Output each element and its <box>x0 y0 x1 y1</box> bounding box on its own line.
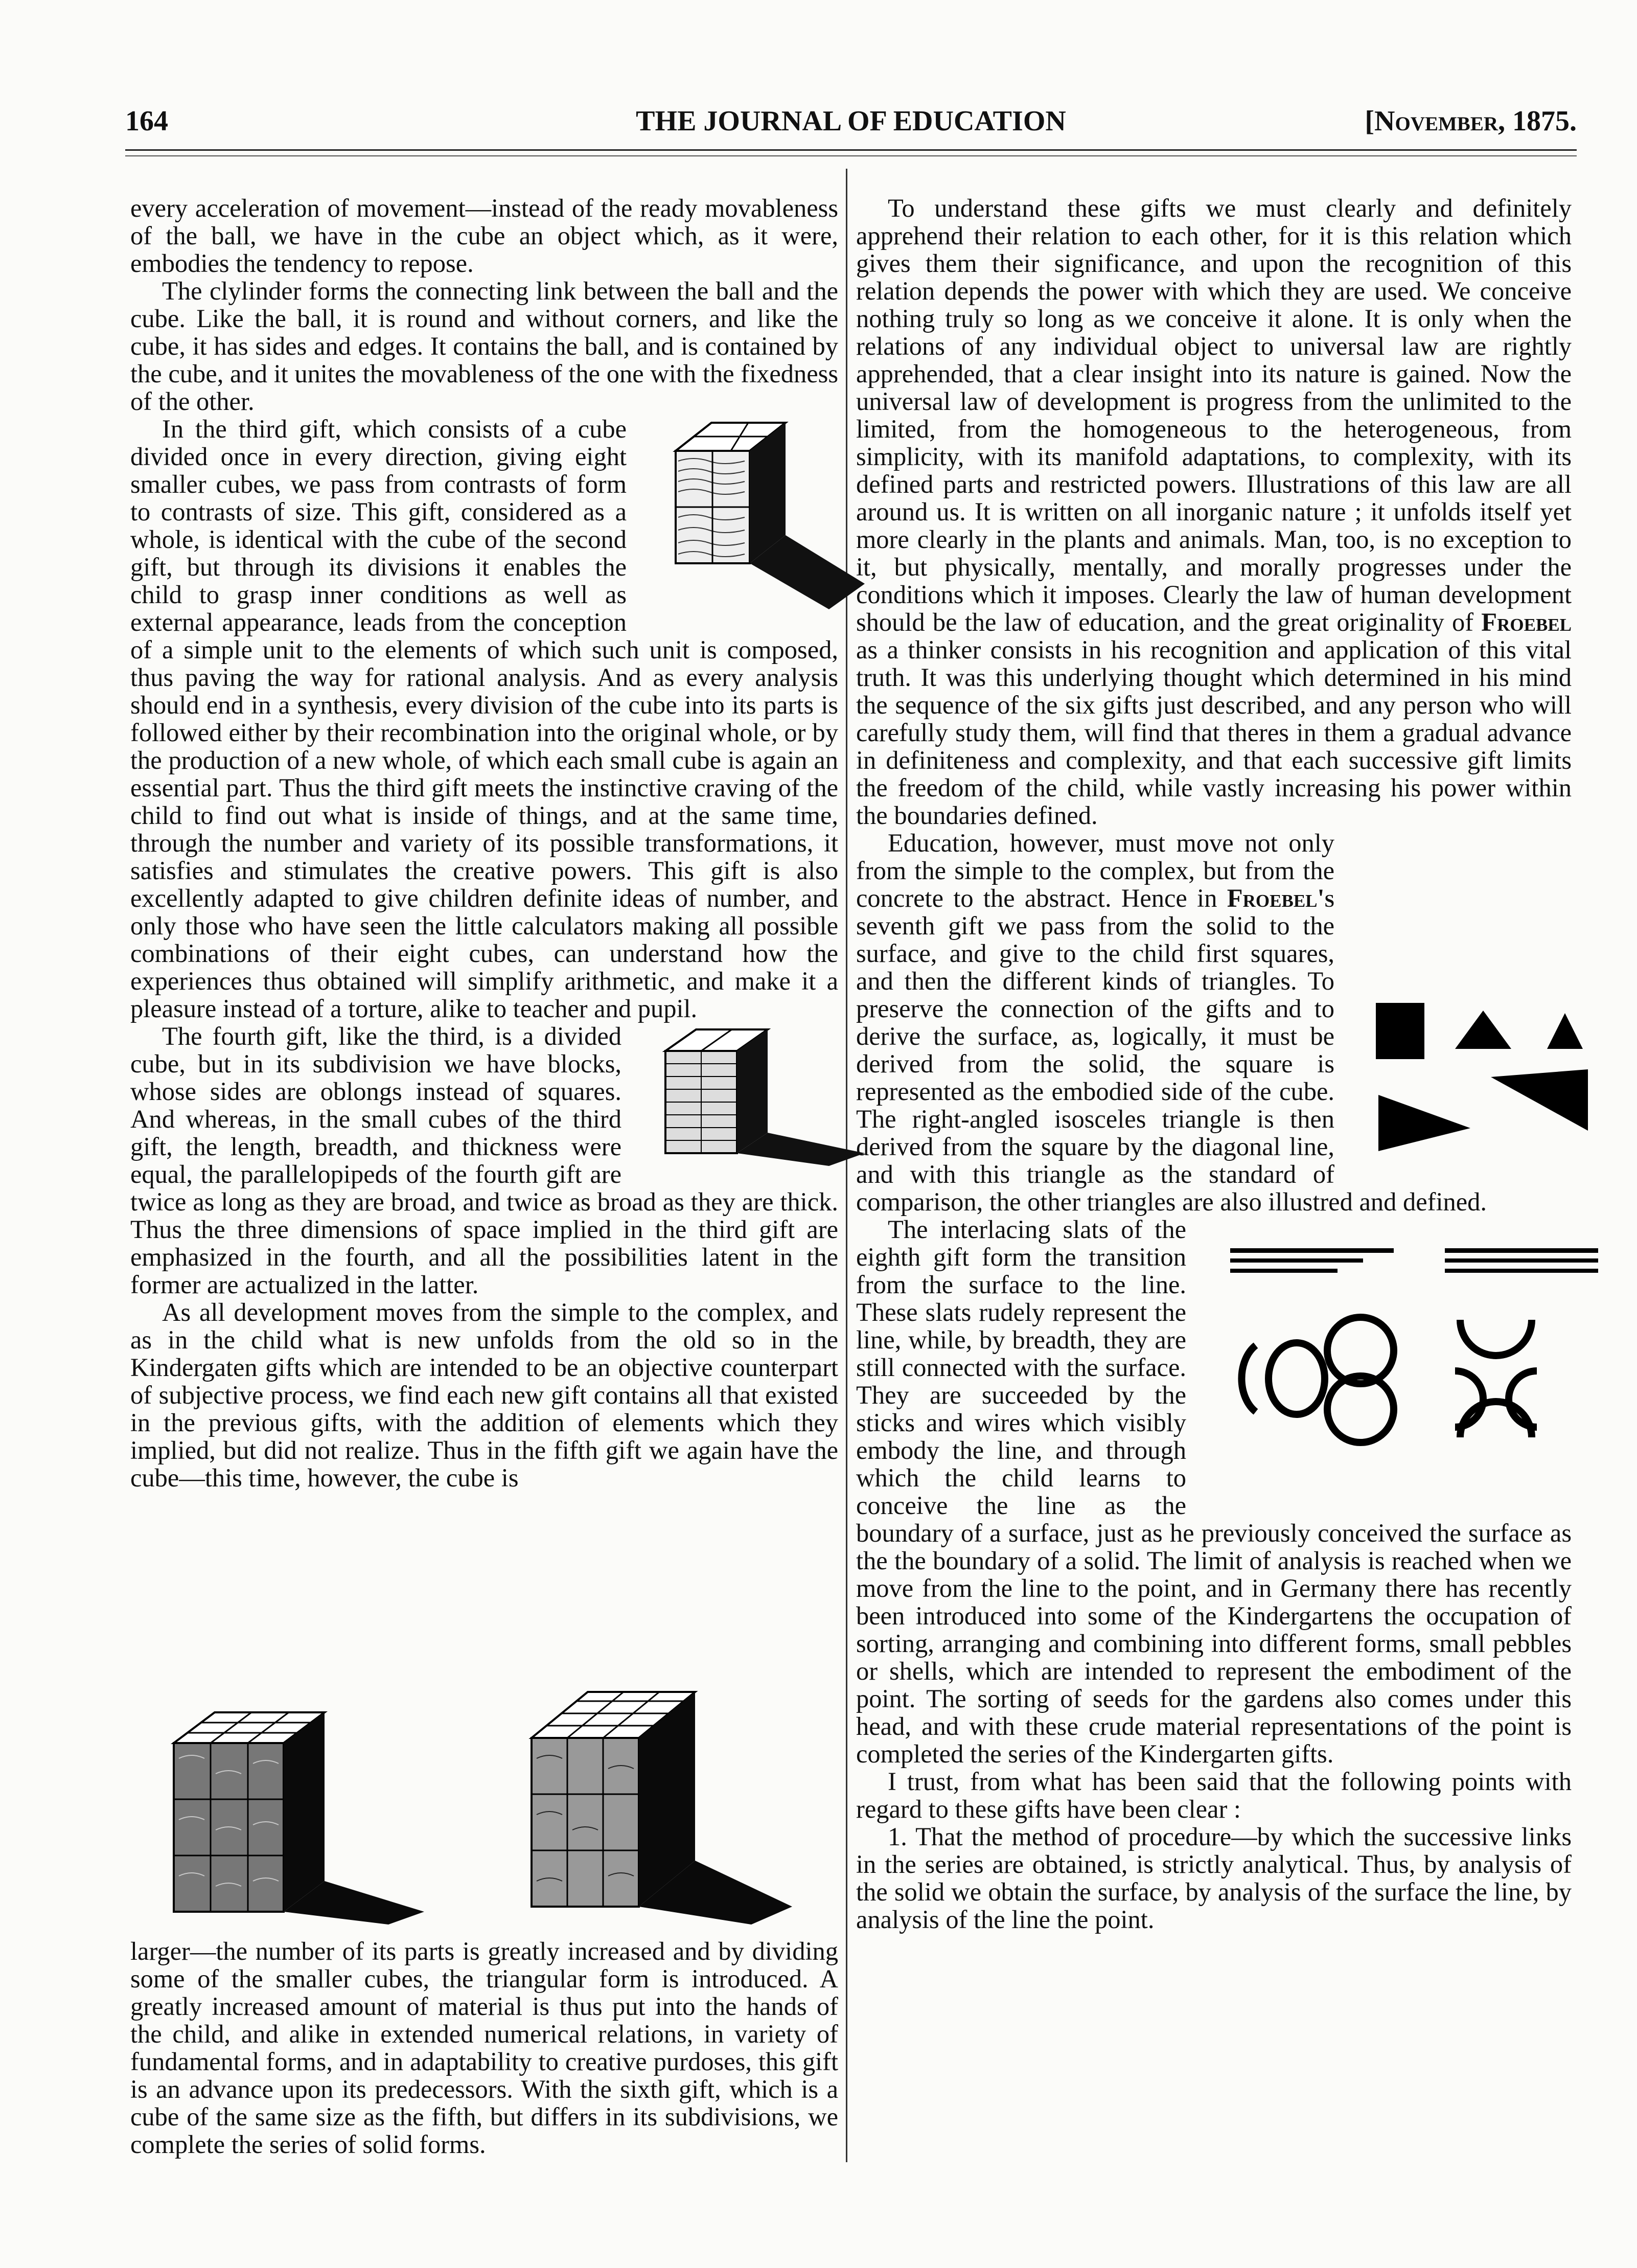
paragraph: The fourth gift, like the third, is a divided cube, but in its subdivision we have blocks, whose sides are oblongs instead of squares. And whereas, in the small cubes of the third gift, the length, breadth, and thickness were equal, the parallelopipeds of the fourth gift are twice as long as they are broad, and twice as broad as they are thick. Thus the three dimensions of space implied in the third gift are emphasized in the fourth, and all the possibilities latent in the former are actualized in the latter. <box>130 1022 838 1299</box>
paragraph: larger—the number of its parts is greatly increased and by dividing some of the smaller cubes, the triangular form is introduced. A greatly increased amount of material is thus put into the hands of the child, and alike in extended numerical relations, in variety of fundamental forms, and in adaptability to creative purdoses, this gift is an advance upon its predecessors. With the sixth gift, which is a cube of the same size as the fifth, but differs in its subdivisions, we complete the series of solid forms. <box>130 1937 838 2159</box>
slats-rings-icon <box>1225 1243 1603 1494</box>
issue-date: [November, 1875. <box>1365 105 1577 137</box>
seventh-gift-figure <box>1342 998 1572 1161</box>
square-shape <box>1376 1003 1424 1059</box>
left-column <box>130 194 838 1492</box>
paragraph: 1. That the method of procedure—by which the successive links in the series are obtained, is strictly analytical. Thus, by analysis of the solid we obtain the surface, by analysis of the surface the line, by analysis of the line the point. <box>856 1822 1572 1934</box>
paragraph: I trust, from what has been said that the following points with regard to these gifts have been clear : <box>856 1767 1572 1823</box>
paragraph <box>856 194 1572 829</box>
right-column <box>856 194 1572 1933</box>
paragraph: In the third gift, which consists of a cube divided once in every direction, giving eight smaller cubes, we pass from contrasts of form to contrasts of size. This gift, considered as a whole, is identical with the cube of the second gift, but through its divisions it enables the child to grasp inner conditions as well as external appearance, leads from the conception of a simple unit to the elements of which such unit is composed, thus paving the way for rational analysis. And as every analysis should end in a synthesis, every division of the cube into its parts is followed either by their recombination into the original whole, or by the production of a new whole, of which each small cube is again an essential part. Thus the third gift meets the instinctive craving of the child to find out what is inside of things, and at the same time, through the number and variety of its possible transformations, it satisfies and stimulates the creative powers. This gift is also excellently adapted to give children definite ideas of number, and only those who have seen the little calculators making all possible combinations of their eight cubes, can understand how the experiences thus obtained will simplify arithmetic, and make it a pleasure instead of a torture, alike to teacher and pupil. <box>130 415 838 1023</box>
paragraph <box>856 829 1572 1216</box>
equilateral-triangle-shape <box>1547 1013 1583 1049</box>
left-column-bottom <box>130 1937 838 2158</box>
paragraph-text: The interlacing slats of the eighth gift form the transition from the surface to the line. These slats rudely represent the line, while, by breadth, they are still connected with the surface. They are succeeded by the sticks and wires which visibly embody the line, and through which the child learns to conceive the line as the boundary of a surface, just as he previously conceived the surface as the the boundary of a solid. The limit of analysis is reached when we move from the line to the point, and in Germany there has recently been introduced into some of the Kindergartens the occupation of sorting, arranging and combining into different forms, small pebbles or shells, which are intended to represent the embodiment of the point. The sorting of seeds for the gardens also comes under this head, and with these crude material representations of the point is completed the series of the Kindergarten gifts. <box>856 1215 1572 1768</box>
sixth-gift-cube-icon <box>526 1687 813 1927</box>
paragraph-text: as a thinker consists in his recognition and application of this vital truth. It was this underlying thought which determined in his mind the sequence of the six gifts just described, and any person who will carefully study them, will find that theres in them a gradual advance in definiteness and complexity, and that each successive gift limits the freedom of the child, while vastly increasing his power within the boundaries defined. <box>856 635 1572 830</box>
paragraph: The clylinder forms the connecting link between the ball and the cube. Like the ball, it is round and without corners, and like the cube, it has sides and edges. It contains the ball, and is contained by the cube, and it unites the movableness of the one with the fixedness of the other. <box>130 277 838 416</box>
fourth-gift-cube-icon <box>660 1025 870 1169</box>
fifth-gift-figure <box>169 1707 455 1930</box>
name-froebel: Froebel <box>1481 608 1572 636</box>
fourth-gift-figure <box>629 1025 838 1174</box>
paragraph <box>856 1216 1572 1768</box>
third-gift-figure <box>634 415 838 614</box>
sixth-gift-figure <box>526 1687 813 1930</box>
isosceles-triangle-shape <box>1455 1011 1511 1049</box>
scalene-triangle-shape <box>1491 1069 1588 1131</box>
eighth-gift-figure <box>1193 1243 1572 1499</box>
paragraph-text: Education, however, must move not only from the simple to the complex, but from the concrete to the abstract. Hence in <box>856 829 1334 912</box>
page-number: 164 <box>125 105 168 137</box>
square-triangles-icon <box>1373 998 1598 1156</box>
fifth-gift-cube-icon <box>169 1707 455 1927</box>
running-header <box>125 105 1577 141</box>
paragraph-text: seventh gift we pass from the solid to the surface, and give to the child first squares, and then the different kinds of triangles. To preserve the connection of the gifts and to derive the surface, as, logically, it must be derived from the solid, the square is represented as the embodied side of the cube. The right-angled isosceles triangle is then derived from the square by the diagonal line, and with this triangle as the standard of comparison, the other triangles are also illustred and defined. <box>856 911 1487 1216</box>
paragraph: As all development moves from the simple to the complex, and as in the child what is new unfolds from the old so in the Kindergaten gifts which are intended to be an objective counterpart of subjective process, we find each new gift contains all that existed in the previous gifts, with the addition of elements which they implied, but did not realize. Thus in the fifth gift we again have the cube—this time, however, the cube is <box>130 1298 838 1492</box>
paragraph-text: To understand these gifts we must clearly and definitely apprehend their relation to each other, for it is this relation which gives them their significance, and upon the recognition of this relation depends the power with which they are used. We conceive nothing truly so long as we conceive it alone. It is only when the relations of any individual object to universal law are rightly apprehended, that a clear insight into its nature is gained. Now the universal law of development is progress from the unlimited to the limited, from the homogeneous to the heterogeneous, from simplicity, with its manifold adaptations, to complexity, with its defined parts and restricted powers. Illustrations of this law are all around us. It is written on all inorganic nature ; it unfolds itself yet more clearly in the plants and animals. Man, too, is no exception to it, but physically, mentally, and morally progresses under the conditions which it imposes. Clearly the law of human development should be the law of education, and the great originality of <box>856 194 1572 636</box>
paragraph: every acceleration of movement—instead of the ready movableness of the ball, we have in the cube an object which, as it were, embodies the tendency to repose. <box>130 194 838 278</box>
name-froebels: Froebel's <box>1227 884 1335 912</box>
header-rule-thin <box>125 155 1577 156</box>
right-triangle-shape <box>1378 1095 1470 1151</box>
header-rule <box>125 149 1577 151</box>
third-gift-cube-icon <box>665 415 870 609</box>
journal-title: THE JOURNAL OF EDUCATION <box>636 105 1066 137</box>
